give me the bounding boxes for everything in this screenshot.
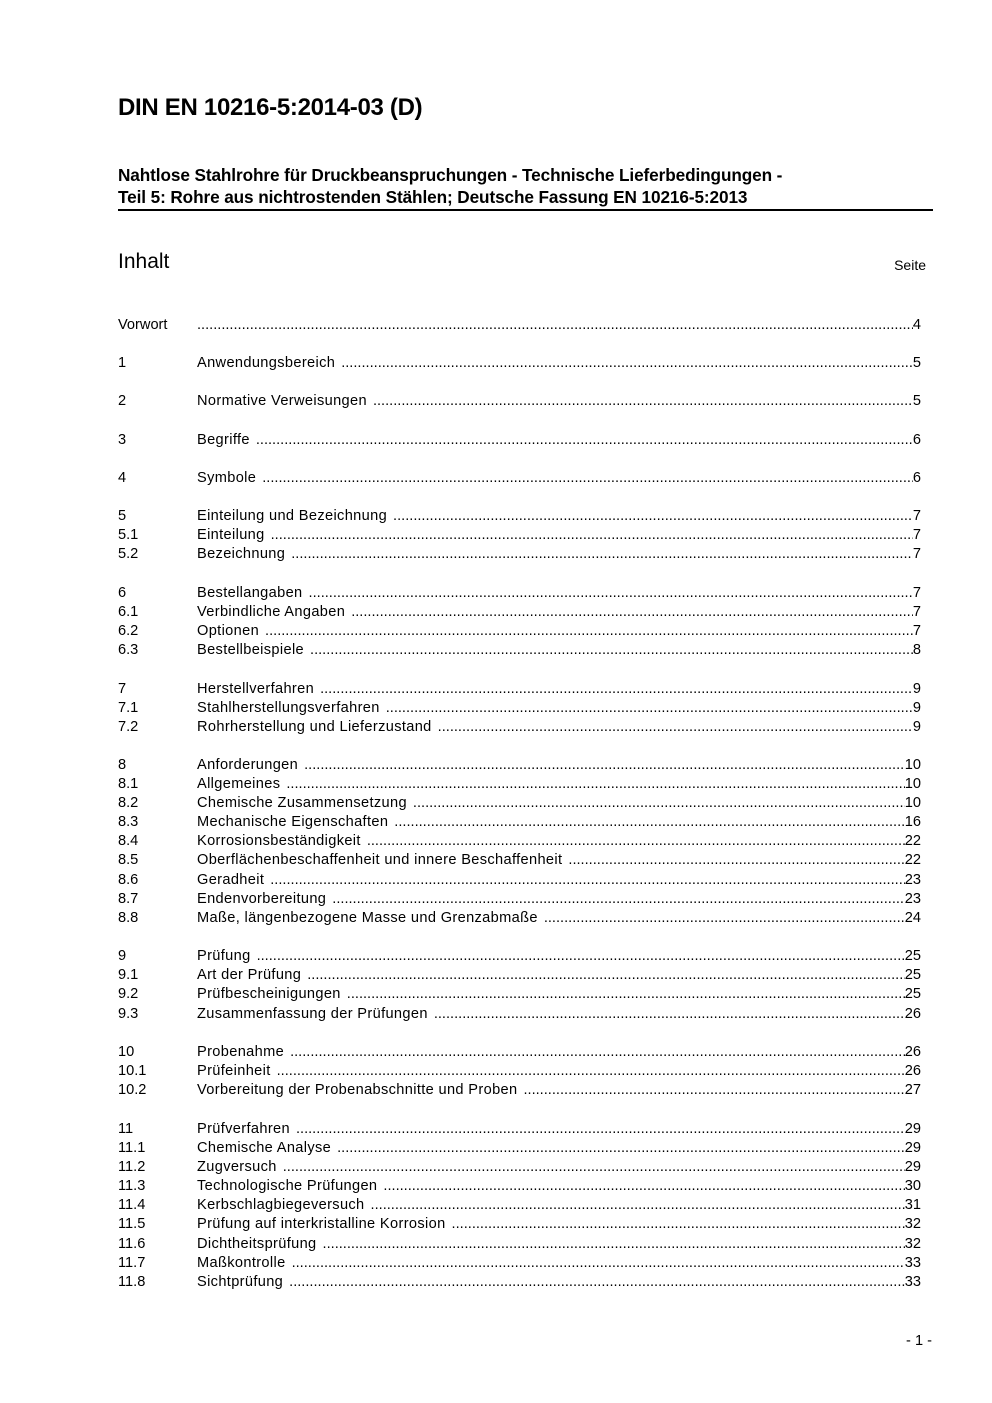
toc-entry-line	[197, 603, 921, 622]
toc-dot-leader	[413, 794, 905, 813]
toc-entry-line	[197, 1158, 921, 1177]
toc-dot-leader	[347, 985, 905, 1004]
toc-dot-leader	[383, 1177, 904, 1196]
toc-entry-number: 8.4	[118, 833, 139, 849]
toc-entry[interactable]	[118, 909, 921, 928]
toc-entry[interactable]	[118, 1254, 921, 1273]
toc-entry-number: 11.4	[118, 1197, 146, 1213]
toc-entry-title: Sichtprüfung	[197, 1274, 284, 1290]
toc-entry-line	[197, 832, 921, 851]
toc-entry-line	[197, 851, 921, 870]
toc-entry-page: 26	[904, 1063, 921, 1079]
toc-entry-line	[197, 756, 921, 775]
toc-entry[interactable]	[118, 1139, 921, 1158]
toc-dot-leader	[292, 1254, 905, 1273]
toc-dot-leader	[307, 966, 905, 985]
toc-entry-number: 11.2	[118, 1159, 146, 1175]
toc-entry-line	[197, 1215, 921, 1234]
toc-entry-page: 23	[904, 891, 921, 907]
toc-entry[interactable]	[118, 794, 921, 813]
toc-entry-title: Maßkontrolle	[197, 1255, 286, 1271]
toc-entry-line	[197, 545, 921, 564]
toc-entry-page: 26	[904, 1006, 921, 1022]
toc-entry-title: Technologische Prüfungen	[197, 1178, 378, 1194]
toc-entry-number: 10.2	[118, 1082, 147, 1098]
toc-dot-leader	[386, 699, 913, 718]
toc-entry-number: 11	[118, 1121, 134, 1137]
toc-entry-number: 11.5	[118, 1216, 146, 1232]
toc-dot-leader	[256, 431, 913, 450]
toc-entry-number: 7.2	[118, 719, 139, 735]
toc-entry[interactable]	[118, 431, 921, 450]
toc-entry-line	[197, 354, 921, 373]
page-number: - 1 -	[906, 1333, 932, 1349]
toc-entry-page: 23	[904, 872, 921, 888]
toc-dot-leader	[523, 1081, 904, 1100]
toc-entry[interactable]	[118, 316, 921, 335]
toc-entry-title: Prüfbescheinigungen	[197, 986, 341, 1002]
toc-dot-leader	[290, 1043, 905, 1062]
toc-entry-number: 3	[118, 432, 127, 448]
toc-entry[interactable]	[118, 775, 921, 794]
toc-entry-page: 10	[904, 795, 921, 811]
toc-dot-leader	[438, 718, 913, 737]
toc-dot-leader	[270, 871, 905, 890]
toc-dot-leader	[197, 316, 913, 335]
toc-entry-line	[197, 985, 921, 1004]
toc-dot-leader	[371, 1196, 905, 1215]
toc-entry-number: 9.2	[118, 986, 139, 1002]
toc-entry-number: 8.6	[118, 872, 139, 888]
toc-entry[interactable]	[118, 1177, 921, 1196]
toc-entry[interactable]	[118, 1215, 921, 1234]
toc-entry[interactable]	[118, 1005, 921, 1024]
toc-entry-number: 10.1	[118, 1063, 147, 1079]
toc-dot-leader	[320, 680, 913, 699]
toc-dot-leader	[332, 890, 904, 909]
toc-entry-title: Chemische Zusammensetzung	[197, 795, 407, 811]
toc-entry-title: Zugversuch	[197, 1159, 277, 1175]
toc-entry[interactable]	[118, 1196, 921, 1215]
toc-entry-line	[197, 890, 921, 909]
toc-entry-number: 8.5	[118, 852, 139, 868]
toc-entry-number: 11.1	[118, 1140, 146, 1156]
contents-heading: Inhalt	[118, 250, 170, 273]
toc-dot-leader	[257, 947, 905, 966]
toc-entry-page: 33	[904, 1255, 921, 1271]
toc-dot-leader	[373, 392, 913, 411]
toc-entry-page: 8	[912, 642, 921, 658]
toc-entry-title: Maße, längenbezogene Masse und Grenzabmaße	[197, 910, 538, 926]
toc-entry-page: 25	[904, 948, 921, 964]
toc-entry-line	[197, 699, 921, 718]
toc-entry[interactable]	[118, 813, 921, 832]
toc-entry-title: Optionen	[197, 623, 260, 639]
toc-entry-line	[197, 1235, 921, 1254]
toc-entry-page: 24	[904, 910, 921, 926]
toc-entry-number: 9	[118, 948, 127, 964]
toc-entry[interactable]	[118, 1158, 921, 1177]
toc-entry-number: Vorwort	[118, 317, 168, 333]
toc-entry-page: 7	[912, 546, 921, 562]
toc-entry[interactable]	[118, 947, 921, 966]
toc-dot-leader	[309, 584, 913, 603]
toc-entry-title: Verbindliche Angaben	[197, 604, 346, 620]
toc-entry-page: 9	[912, 700, 921, 716]
toc-entry[interactable]	[118, 1043, 921, 1062]
toc-entry-title: Einteilung	[197, 527, 265, 543]
toc-dot-leader	[296, 1120, 905, 1139]
toc-dot-leader	[568, 851, 904, 870]
toc-entry-title: Vorbereitung der Probenabschnitte und Proben	[197, 1082, 518, 1098]
toc-entry-line	[197, 1062, 921, 1081]
toc-entry-title: Herstellverfahren	[197, 681, 315, 697]
toc-entry-title: Probenahme	[197, 1044, 285, 1060]
toc-entry-line	[197, 622, 921, 641]
toc-entry-title: Bestellangaben	[197, 585, 303, 601]
toc-entry[interactable]	[118, 699, 921, 718]
toc-entry-page: 16	[904, 814, 921, 830]
toc-entry-line	[197, 775, 921, 794]
toc-entry-page: 10	[904, 757, 921, 773]
toc-entry-line	[197, 718, 921, 737]
toc-entry-title: Allgemeines	[197, 776, 281, 792]
toc-entry-page: 7	[912, 604, 921, 620]
toc-entry-title: Korrosionsbeständigkeit	[197, 833, 361, 849]
toc-entry[interactable]	[118, 392, 921, 411]
toc-entry[interactable]	[118, 641, 921, 660]
toc-entry-title: Chemische Analyse	[197, 1140, 332, 1156]
toc-dot-leader	[304, 756, 905, 775]
toc-entry-page: 25	[904, 967, 921, 983]
toc-entry-line	[197, 871, 921, 890]
toc-entry-line	[197, 966, 921, 985]
toc-entry-title: Prüfeinheit	[197, 1063, 271, 1079]
toc-entry-number: 6.1	[118, 604, 139, 620]
toc-entry-number: 10	[118, 1044, 135, 1060]
toc-entry-page: 6	[912, 432, 921, 448]
toc-entry[interactable]	[118, 871, 921, 890]
toc-entry-title: Mechanische Eigenschaften	[197, 814, 389, 830]
toc-entry-number: 5	[118, 508, 127, 524]
toc-entry[interactable]	[118, 966, 921, 985]
toc-entry-line	[197, 1177, 921, 1196]
toc-entry-page: 29	[904, 1121, 921, 1137]
toc-entry-title: Kerbschlagbiegeversuch	[197, 1197, 365, 1213]
toc-entry-number: 7	[118, 681, 127, 697]
toc-entry-title: Einteilung und Bezeichnung	[197, 508, 388, 524]
toc-entry-page: 29	[904, 1140, 921, 1156]
toc-dot-leader	[434, 1005, 905, 1024]
toc-entry-title: Anwendungsbereich	[197, 355, 336, 371]
toc-entry-line	[197, 1273, 921, 1292]
document-title: DIN EN 10216-5:2014-03 (D)	[118, 94, 423, 121]
toc-dot-leader	[394, 813, 904, 832]
toc-dot-leader	[286, 775, 904, 794]
toc-entry-title: Oberflächenbeschaffenheit und innere Beschaffenheit	[197, 852, 563, 868]
toc-dot-leader	[367, 832, 905, 851]
toc-entry-number: 4	[118, 470, 127, 486]
toc-entry[interactable]	[118, 1273, 921, 1292]
toc-entry-page: 5	[912, 355, 921, 371]
toc-dot-leader	[291, 545, 913, 564]
toc-entry-number: 9.3	[118, 1006, 139, 1022]
toc-entry-number: 6.2	[118, 623, 139, 639]
toc-entry-line	[197, 1196, 921, 1215]
toc-dot-leader	[393, 507, 913, 526]
toc-entry[interactable]	[118, 718, 921, 737]
toc-entry-page: 7	[912, 585, 921, 601]
toc-entry-number: 7.1	[118, 700, 139, 716]
toc-entry-line	[197, 469, 921, 488]
toc-entry-title: Dichtheitsprüfung	[197, 1236, 317, 1252]
toc-dot-leader	[337, 1139, 905, 1158]
toc-entry-line	[197, 431, 921, 450]
toc-entry-title: Endenvorbereitung	[197, 891, 327, 907]
toc-entry-line	[197, 316, 921, 335]
toc-entry-number: 8.1	[118, 776, 139, 792]
toc-entry[interactable]	[118, 622, 921, 641]
toc-entry-line	[197, 1043, 921, 1062]
toc-entry-page: 9	[912, 719, 921, 735]
toc-entry-line	[197, 813, 921, 832]
toc-entry-line	[197, 680, 921, 699]
toc-entry[interactable]	[118, 354, 921, 373]
toc-entry-title: Bezeichnung	[197, 546, 286, 562]
toc-dot-leader	[544, 909, 905, 928]
toc-entry-page: 26	[904, 1044, 921, 1060]
toc-entry-page: 22	[904, 833, 921, 849]
toc-entry-number: 8.7	[118, 891, 139, 907]
toc-entry-line	[197, 794, 921, 813]
toc-entry-title: Art der Prüfung	[197, 967, 302, 983]
toc-entry-number: 1	[118, 355, 127, 371]
toc-entry-page: 9	[912, 681, 921, 697]
toc-entry-title: Bestellbeispiele	[197, 642, 305, 658]
toc-entry[interactable]	[118, 680, 921, 699]
toc-entry-line	[197, 1120, 921, 1139]
toc-entry-number: 8.8	[118, 910, 139, 926]
toc-entry-page: 29	[904, 1159, 921, 1175]
toc-entry-title: Begriffe	[197, 432, 250, 448]
toc-entry-page: 25	[904, 986, 921, 1002]
toc-entry-line	[197, 1139, 921, 1158]
toc-entry-line	[197, 641, 921, 660]
toc-entry-line	[197, 1081, 921, 1100]
toc-entry[interactable]	[118, 603, 921, 622]
toc-entry-number: 8	[118, 757, 127, 773]
toc-entry[interactable]	[118, 832, 921, 851]
toc-entry-page: 31	[904, 1197, 921, 1213]
toc-entry[interactable]	[118, 851, 921, 870]
toc-dot-leader	[283, 1158, 905, 1177]
subtitle-line-1: Nahtlose Stahlrohre für Druckbeanspruchungen - Technische Lieferbedingungen -	[118, 165, 783, 185]
toc-entry-line	[197, 947, 921, 966]
toc-entry-number: 11.6	[118, 1236, 146, 1252]
toc-entry-page: 22	[904, 852, 921, 868]
toc-entry-page: 5	[912, 393, 921, 409]
toc-entry-title: Zusammenfassung der Prüfungen	[197, 1006, 428, 1022]
toc-entry[interactable]	[118, 507, 921, 526]
toc-entry-number: 6	[118, 585, 127, 601]
toc-dot-leader	[341, 354, 913, 373]
page-column-label: Seite	[894, 257, 926, 273]
toc-entry[interactable]	[118, 1081, 921, 1100]
toc-entry-title: Prüfverfahren	[197, 1121, 290, 1137]
toc-entry[interactable]	[118, 584, 921, 603]
toc-dot-leader	[310, 641, 913, 660]
toc-entry-title: Rohrherstellung und Lieferzustand	[197, 719, 432, 735]
toc-entry-number: 11.8	[118, 1274, 146, 1290]
toc-entry-page: 27	[904, 1082, 921, 1098]
toc-entry-number: 6.3	[118, 642, 139, 658]
toc-entry-number: 2	[118, 393, 127, 409]
toc-entry-number: 8.3	[118, 814, 139, 830]
toc-entry-line	[197, 584, 921, 603]
toc-entry-title: Prüfung auf interkristalline Korrosion	[197, 1216, 446, 1232]
toc-entry[interactable]	[118, 756, 921, 775]
toc-entry-number: 11.3	[118, 1178, 146, 1194]
toc-entry-line	[197, 909, 921, 928]
toc-entry-line	[197, 526, 921, 545]
toc-entry[interactable]	[118, 985, 921, 1004]
toc-entry[interactable]	[118, 890, 921, 909]
toc-entry[interactable]	[118, 1120, 921, 1139]
toc-dot-leader	[323, 1235, 905, 1254]
toc-dot-leader	[351, 603, 913, 622]
toc-entry-page: 10	[904, 776, 921, 792]
toc-dot-leader	[265, 622, 913, 641]
toc-entry[interactable]	[118, 545, 921, 564]
toc-entry-page: 4	[912, 317, 921, 333]
toc-entry[interactable]	[118, 1062, 921, 1081]
toc-entry-title: Anforderungen	[197, 757, 299, 773]
toc-entry-page: 30	[904, 1178, 921, 1194]
toc-entry-page: 33	[904, 1274, 921, 1290]
toc-entry-line	[197, 507, 921, 526]
toc-entry-number: 8.2	[118, 795, 139, 811]
toc-entry-line	[197, 1005, 921, 1024]
toc-entry-number: 9.1	[118, 967, 139, 983]
toc-entry-title: Geradheit	[197, 872, 265, 888]
toc-entry-line	[197, 392, 921, 411]
toc-dot-leader	[289, 1273, 905, 1292]
toc-entry-title: Symbole	[197, 470, 257, 486]
toc-entry-line	[197, 1254, 921, 1273]
toc-entry-title: Normative Verweisungen	[197, 393, 367, 409]
toc-entry[interactable]	[118, 526, 921, 545]
toc-dot-leader	[452, 1215, 905, 1234]
toc-entry[interactable]	[118, 469, 921, 488]
toc-dot-leader	[277, 1062, 905, 1081]
toc-entry-page: 32	[904, 1236, 921, 1252]
toc-dot-leader	[271, 526, 913, 545]
toc-entry-page: 7	[912, 508, 921, 524]
toc-entry-page: 7	[912, 527, 921, 543]
toc-entry-number: 11.7	[118, 1255, 146, 1271]
toc-entry-page: 6	[912, 470, 921, 486]
subtitle-line-2: Teil 5: Rohre aus nichtrostenden Stählen; Deutsche Fassung EN 10216-5:2013	[118, 187, 748, 207]
toc-entry-title: Stahlherstellungsverfahren	[197, 700, 380, 716]
toc-dot-leader	[262, 469, 913, 488]
toc-entry[interactable]	[118, 1235, 921, 1254]
document-subtitle	[118, 164, 933, 211]
toc-entry-number: 5.1	[118, 527, 139, 543]
toc-entry-page: 32	[904, 1216, 921, 1232]
toc-entry-page: 7	[912, 623, 921, 639]
toc-entry-number: 5.2	[118, 546, 139, 562]
toc-entry-title: Prüfung	[197, 948, 251, 964]
